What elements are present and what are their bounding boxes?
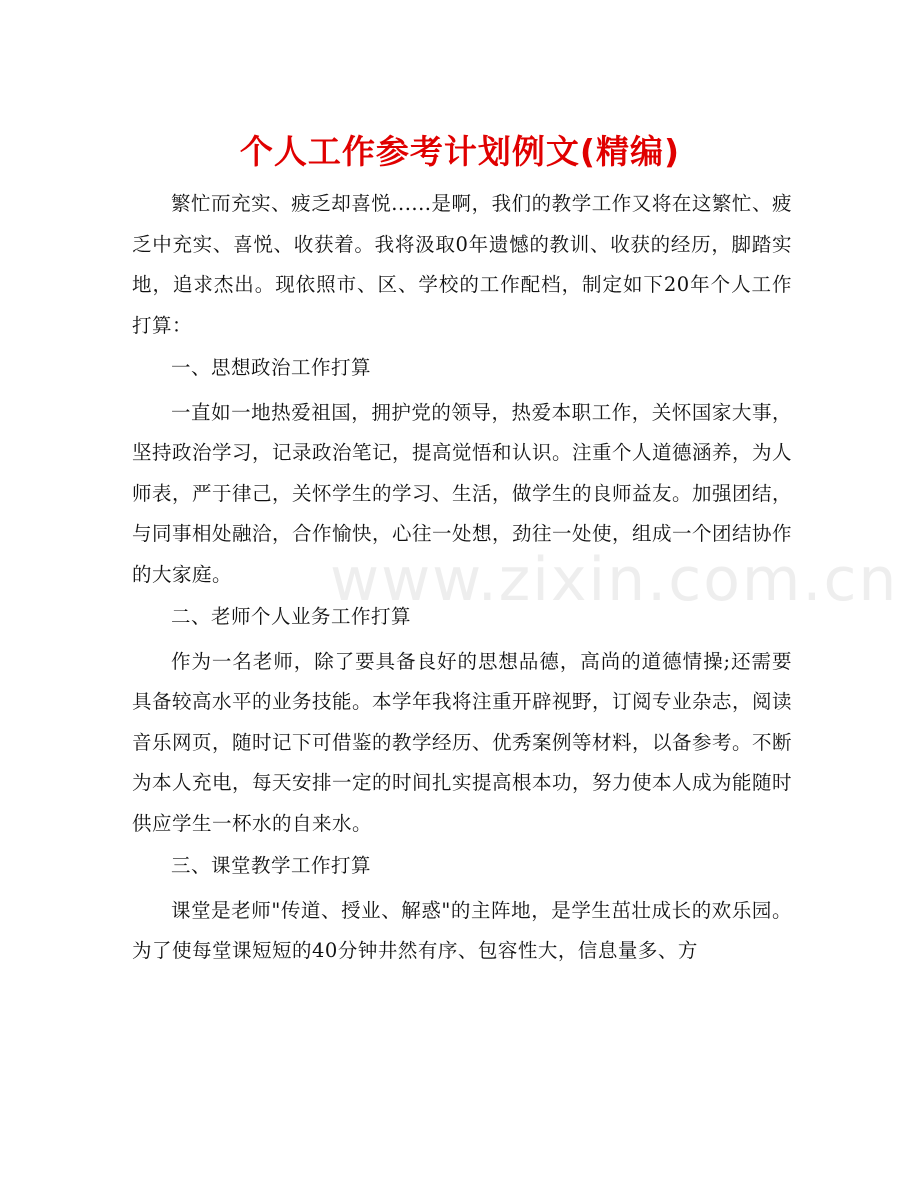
paragraph-section-2: 作为一名老师，除了要具备良好的思想品德，高尚的道德情操;还需要具备较高水平的业务技能。本学年我将注重开辟视野，订阅专业杂志，阅读音乐网页，随时记下可借鉴的教学经历、优秀案例等材料，以备参考。不断为本人充电，每天安排一定的时间扎实提高根本功，努力使本人成为能随时供应学生一杯水的自来水。: [132, 649, 793, 835]
section-heading-2: 二、老师个人业务工作打算: [171, 605, 412, 628]
paragraph-intro: 繁忙而充实、疲乏却喜悦......是啊，我们的教学工作又将在这繁忙、疲乏中充实、喜悦、收获着。我将汲取0年遗憾的教训、收获的经历，脚踏实地，追求杰出。现依照市、区、学校的工作配档，制定如下20年个人工作打算：: [132, 192, 792, 337]
paragraph-section-1: 一直如一地热爱祖国，拥护党的领导，热爱本职工作，关怀国家大事，坚持政治学习，记录政治笔记，提高觉悟和认识。注重个人道德涵养，为人师表，严于律己，关怀学生的学习、生活，做学生的良师益友。加强团结，与同事相处融洽，合作愉快，心往一处想，劲往一处使，组成一个团结协作的大家庭。: [132, 400, 793, 586]
section-heading-1: 一、思想政治工作打算: [171, 356, 372, 379]
paragraph-section-3: 课堂是老师"传道、授业、解惑"的主阵地，是学生茁壮成长的欢乐园。为了使每堂课短短的40分钟井然有序、包容性大，信息量多、方: [132, 898, 792, 962]
section-heading-3: 三、课堂教学工作打算: [171, 854, 372, 877]
watermark: www.zixin.com.cn: [330, 545, 899, 615]
document-body: [132, 184, 792, 972]
document-title: 个人工作参考计划例文(精编): [239, 132, 681, 171]
